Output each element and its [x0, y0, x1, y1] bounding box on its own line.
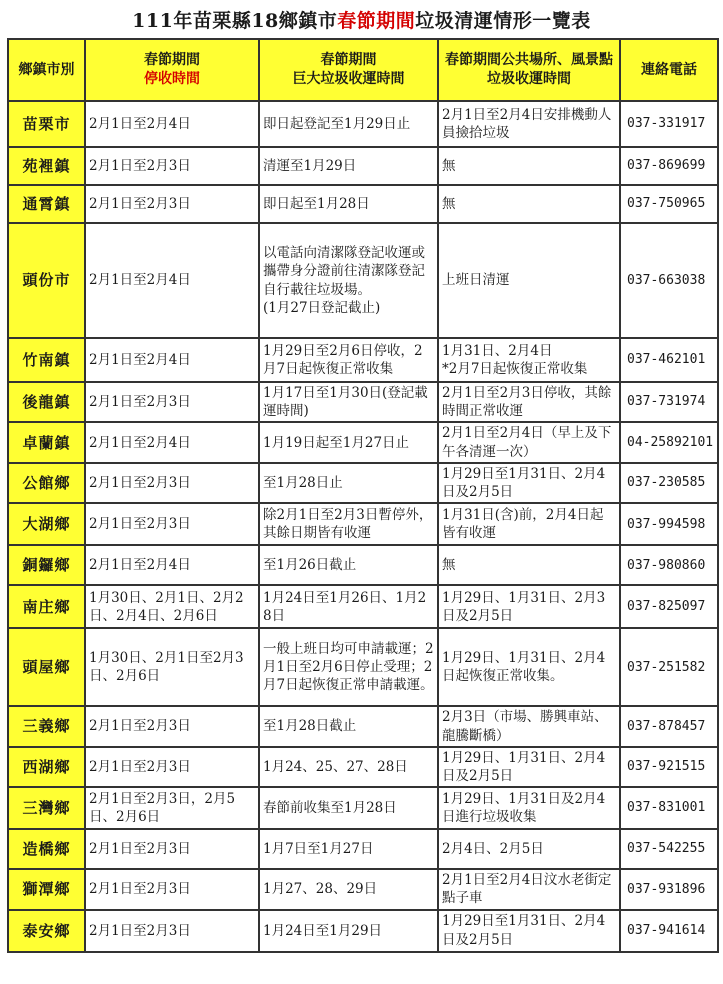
stop-time-cell: 1月30日、2月1日、2月2日、2月4日、2月6日 [85, 585, 259, 628]
phone-cell: 037-542255 [620, 829, 718, 869]
header-bulky-line2: 巨大垃圾收運時間 [292, 71, 405, 87]
bulky-time-cell: 至1月26日截止 [259, 545, 438, 585]
table-row [8, 147, 718, 185]
public-time-cell: 1月31日(含)前，2月4日起皆有收運 [438, 503, 620, 545]
bulky-time-cell: 一般上班日均可申請載運；2月1日至2月6日停止受理；2月7日起恢復正常申請載運。 [259, 628, 438, 706]
phone-cell: 037-750965 [620, 185, 718, 223]
table-row [8, 382, 718, 422]
header-town: 鄉鎮市別 [8, 39, 85, 101]
public-time-cell: 2月1日至2月4日汶水老街定點子車 [438, 869, 620, 909]
table-row [8, 223, 718, 338]
town-cell: 公館鄉 [8, 463, 85, 503]
public-time-cell: 2月3日（市場、勝興車站、龍騰斷橋） [438, 706, 620, 746]
bulky-time-cell: 1月24日至1月29日 [259, 910, 438, 952]
table-row [8, 787, 718, 829]
public-time-cell: 1月29日、1月31日及2月4日進行垃圾收集 [438, 787, 620, 829]
table-row [8, 869, 718, 909]
town-cell: 苑裡鎮 [8, 147, 85, 185]
bulky-time-cell: 1月7日至1月27日 [259, 829, 438, 869]
stop-time-cell: 2月1日至2月4日 [85, 545, 259, 585]
phone-cell: 037-731974 [620, 382, 718, 422]
bulky-time-cell: 即日起登記至1月29日止 [259, 101, 438, 147]
header-public-time: 春節期間公共場所、風景點垃圾收運時間 [438, 39, 620, 101]
phone-cell: 037-980860 [620, 545, 718, 585]
table-row [8, 585, 718, 628]
bulky-time-cell: 1月27、28、29日 [259, 869, 438, 909]
table-row [8, 628, 718, 706]
phone-cell: 037-921515 [620, 747, 718, 787]
phone-cell: 037-331917 [620, 101, 718, 147]
page-title [0, 6, 723, 33]
public-time-cell: 1月31日、2月4日 *2月7日起恢復正常收集 [438, 338, 620, 382]
phone-cell: 037-825097 [620, 585, 718, 628]
bulky-time-cell: 除2月1日至2月3日暫停外，其餘日期皆有收運 [259, 503, 438, 545]
town-cell: 竹南鎮 [8, 338, 85, 382]
stop-time-cell: 2月1日至2月3日 [85, 463, 259, 503]
header-stop-line2: 停收時間 [144, 71, 200, 87]
stop-time-cell: 2月1日至2月3日 [85, 869, 259, 909]
phone-cell: 037-831001 [620, 787, 718, 829]
table-row [8, 503, 718, 545]
stop-time-cell: 2月1日至2月3日，2月5日、2月6日 [85, 787, 259, 829]
phone-cell: 037-251582 [620, 628, 718, 706]
public-time-cell: 無 [438, 545, 620, 585]
stop-time-cell: 2月1日至2月3日 [85, 185, 259, 223]
public-time-cell: 無 [438, 185, 620, 223]
town-cell: 南庄鄉 [8, 585, 85, 628]
town-cell: 銅鑼鄉 [8, 545, 85, 585]
bulky-time-cell: 春節前收集至1月28日 [259, 787, 438, 829]
bulky-time-cell: 至1月28日止 [259, 463, 438, 503]
phone-cell: 037-663038 [620, 223, 718, 338]
town-cell: 大湖鄉 [8, 503, 85, 545]
public-time-cell: 2月4日、2月5日 [438, 829, 620, 869]
town-cell: 三灣鄉 [8, 787, 85, 829]
stop-time-cell: 2月1日至2月3日 [85, 382, 259, 422]
public-time-cell: 1月29日至1月31日、2月4日及2月5日 [438, 463, 620, 503]
table-row [8, 829, 718, 869]
table-row [8, 185, 718, 223]
stop-time-cell: 2月1日至2月4日 [85, 101, 259, 147]
stop-time-cell: 2月1日至2月4日 [85, 338, 259, 382]
town-cell: 卓蘭鎮 [8, 422, 85, 462]
bulky-time-cell: 1月29日至2月6日停收，2月7日起恢復正常收集 [259, 338, 438, 382]
bulky-time-cell: 1月24日至1月26日、1月28日 [259, 585, 438, 628]
stop-time-cell: 1月30日、2月1日至2月3日、2月6日 [85, 628, 259, 706]
phone-cell: 04-25892101 [620, 422, 718, 462]
title-prefix: 111年苗栗縣18鄉鎮市 [132, 10, 338, 32]
title-suffix: 垃圾清運情形一覽表 [415, 10, 591, 32]
stop-time-cell: 2月1日至2月4日 [85, 422, 259, 462]
town-cell: 三義鄉 [8, 706, 85, 746]
phone-cell: 037-462101 [620, 338, 718, 382]
bulky-time-cell: 1月19日起至1月27日止 [259, 422, 438, 462]
public-time-cell: 2月1日至2月4日（早上及下午各清運一次） [438, 422, 620, 462]
header-bulky-time [259, 39, 438, 101]
stop-time-cell: 2月1日至2月4日 [85, 223, 259, 338]
table-row [8, 422, 718, 462]
bulky-time-cell: 清運至1月29日 [259, 147, 438, 185]
stop-time-cell: 2月1日至2月3日 [85, 147, 259, 185]
stop-time-cell: 2月1日至2月3日 [85, 829, 259, 869]
bulky-time-cell: 至1月28日截止 [259, 706, 438, 746]
public-time-cell: 無 [438, 147, 620, 185]
town-cell: 頭屋鄉 [8, 628, 85, 706]
public-time-cell: 1月29日、1月31日、2月4日起恢復正常收集。 [438, 628, 620, 706]
public-time-cell: 2月1日至2月4日安排機動人員撿拾垃圾 [438, 101, 620, 147]
table-row [8, 706, 718, 746]
public-time-cell: 1月29日、1月31日、2月4日及2月5日 [438, 747, 620, 787]
table-row [8, 101, 718, 147]
town-cell: 苗栗市 [8, 101, 85, 147]
phone-cell: 037-994598 [620, 503, 718, 545]
table-row [8, 747, 718, 787]
phone-cell: 037-869699 [620, 147, 718, 185]
phone-cell: 037-878457 [620, 706, 718, 746]
public-time-cell: 1月29日至1月31日、2月4日及2月5日 [438, 910, 620, 952]
stop-time-cell: 2月1日至2月3日 [85, 910, 259, 952]
bulky-time-cell: 即日起至1月28日 [259, 185, 438, 223]
table-row [8, 545, 718, 585]
table-row [8, 910, 718, 952]
town-cell: 獅潭鄉 [8, 869, 85, 909]
town-cell: 後龍鎮 [8, 382, 85, 422]
town-cell: 通霄鎮 [8, 185, 85, 223]
title-highlight: 春節期間 [337, 10, 416, 32]
header-stop-time [85, 39, 259, 101]
header-phone: 連絡電話 [620, 39, 718, 101]
phone-cell: 037-230585 [620, 463, 718, 503]
town-cell: 頭份市 [8, 223, 85, 338]
table-row [8, 463, 718, 503]
table-header-row [8, 39, 718, 101]
stop-time-cell: 2月1日至2月3日 [85, 747, 259, 787]
public-time-cell: 上班日清運 [438, 223, 620, 338]
phone-cell: 037-931896 [620, 869, 718, 909]
header-stop-line1: 春節期間 [144, 52, 200, 69]
public-time-cell: 1月29日、1月31日、2月3日及2月5日 [438, 585, 620, 628]
header-bulky-line1: 春節期間 [320, 52, 377, 69]
table-row [8, 338, 718, 382]
bulky-time-cell: 1月24、25、27、28日 [259, 747, 438, 787]
town-cell: 造橋鄉 [8, 829, 85, 869]
town-cell: 泰安鄉 [8, 910, 85, 952]
bulky-time-cell: 以電話向清潔隊登記收運或攜帶身分證前往清潔隊登記自行載往垃圾場。 (1月27日登記截止) [259, 223, 438, 338]
phone-cell: 037-941614 [620, 910, 718, 952]
garbage-schedule-table [7, 38, 719, 953]
bulky-time-cell: 1月17日至1月30日(登記載運時間) [259, 382, 438, 422]
stop-time-cell: 2月1日至2月3日 [85, 503, 259, 545]
public-time-cell: 2月1日至2月3日停收，其餘時間正常收運 [438, 382, 620, 422]
town-cell: 西湖鄉 [8, 747, 85, 787]
stop-time-cell: 2月1日至2月3日 [85, 706, 259, 746]
